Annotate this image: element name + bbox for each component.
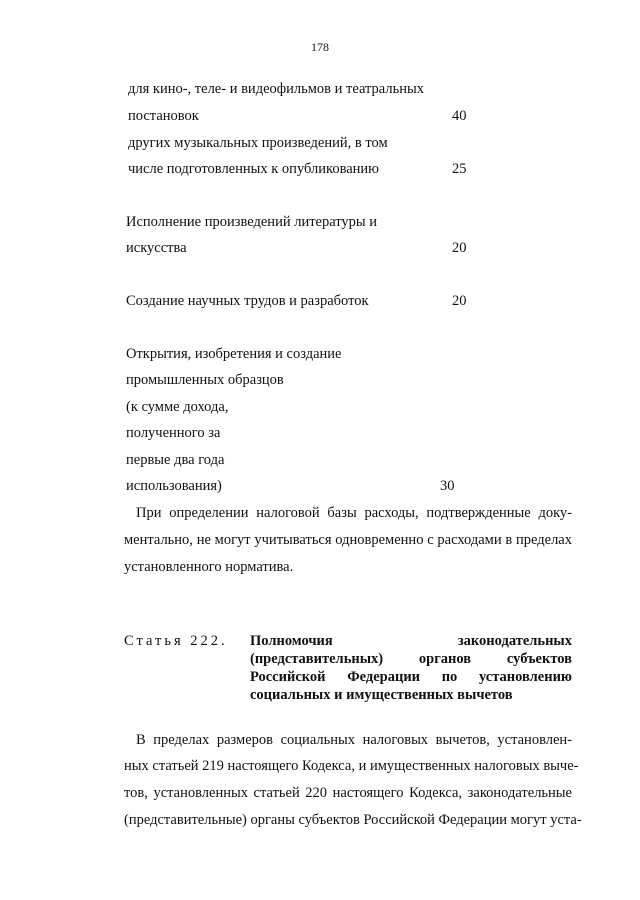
article-label: Статья 222. bbox=[124, 633, 228, 649]
article-heading-line-3: Российской Федерации по установлению bbox=[250, 669, 572, 685]
item-1-value: 40 bbox=[452, 108, 467, 124]
paragraph-2-line-1: В пределах размеров социальных налоговых вычетов, установлен- bbox=[136, 732, 572, 748]
item-4-line-1: Создание научных трудов и разработок bbox=[126, 293, 369, 309]
article-heading-line-1: Полномочия законодательных bbox=[250, 633, 572, 649]
item-2-line-2: числе подготовленных к опубликованию bbox=[128, 161, 380, 177]
item-5-value: 30 bbox=[440, 478, 455, 494]
item-2-value: 25 bbox=[452, 161, 467, 177]
item-5-line-3: (к сумме дохода, bbox=[126, 399, 229, 415]
paragraph-1-line-2: ментально, не могут учитываться одновременно с расходами в пределах bbox=[124, 532, 572, 548]
item-5-line-6: использования) bbox=[126, 478, 222, 494]
paragraph-1-line-3: установленного норматива. bbox=[124, 559, 294, 575]
article-heading-line-2: (представительных) органов субъектов bbox=[250, 651, 572, 667]
article-heading-line-4: социальных и имущественных вычетов bbox=[250, 687, 513, 703]
item-3-line-2: искусства bbox=[126, 240, 187, 256]
paragraph-2-line-2: ных статьей 219 настоящего Кодекса, и имущественных налоговых выче- bbox=[124, 758, 579, 774]
item-5-line-5: первые два года bbox=[126, 452, 225, 468]
item-5-line-1: Открытия, изобретения и создание bbox=[126, 346, 342, 362]
item-5-line-4: полученного за bbox=[126, 425, 221, 441]
paragraph-1-line-1: При определении налоговой базы расходы, подтвержденные доку- bbox=[136, 505, 572, 521]
paragraph-2-line-4: (представительные) органы субъектов Российской Федерации могут уста- bbox=[124, 812, 582, 828]
item-3-line-1: Исполнение произведений литературы и bbox=[126, 214, 378, 230]
page-number: 178 bbox=[311, 40, 329, 54]
item-5-line-2: промышленных образцов bbox=[126, 372, 284, 388]
item-3-value: 20 bbox=[452, 240, 467, 256]
item-1-line-1: для кино-, теле- и видеофильмов и театральных bbox=[128, 81, 424, 97]
paragraph-2-line-3: тов, установленных статьей 220 настоящего Кодекса, законодательные bbox=[124, 785, 572, 801]
item-2-line-1: других музыкальных произведений, в том bbox=[128, 135, 388, 151]
item-1-line-2: постановок bbox=[128, 108, 199, 124]
item-4-value: 20 bbox=[452, 293, 467, 309]
